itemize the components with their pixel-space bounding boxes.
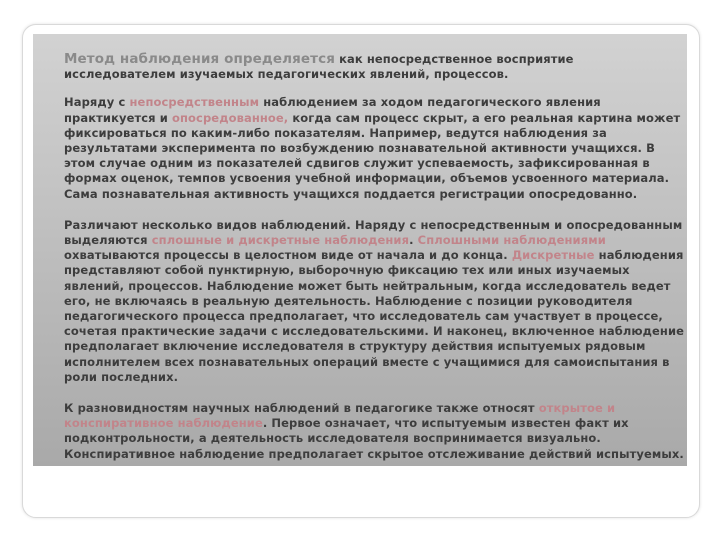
text-fragment: когда сам процесс скрыт, а его реальная картина может фиксироваться по каким-либо показателям. Например, ведутся наблюдения за результатами эксперимента по возбуждению познавательной активности учащихся. В этом случае одним из показателей сдвигов служит успеваемость, зафиксированная в формах оценок, темпов усвоения учебной информации, объемов усвоенного материала. Сама познавательная активность учащихся поддается регистрации опосредованно. [64, 110, 681, 201]
highlight-term: Сплошными наблюдениями [417, 233, 606, 248]
paragraph-direct-indirect [64, 95, 688, 201]
paragraph-definition [64, 52, 688, 82]
text-fragment: наблюдением за ходом педагогического явления практикуется и [64, 95, 601, 125]
paragraph-open-covert [64, 401, 688, 462]
paragraph-observation-types [64, 218, 688, 385]
text-fragment: Наряду с [64, 95, 130, 110]
text-fragment: Различают несколько видов наблюдений. Наряду с непосредственным и опосредованным выделяются [64, 217, 683, 248]
highlight-term: открытое и конспиративное наблюдение [64, 401, 616, 431]
definition-title: Метод наблюдения определяется [64, 51, 335, 67]
highlight-term: сплошные и дискретные наблюдения [151, 233, 410, 248]
highlight-term: опосредованное, [172, 110, 289, 125]
slide-text [64, 52, 688, 462]
definition-text: как непосредственное восприятие исследователем изучаемых педагогических явлений, процессов. [64, 52, 574, 82]
text-fragment: охватываются процессы в целостном виде от начала и до конца. [64, 248, 512, 263]
text-fragment: К разновидностям научных наблюдений в педагогике также относят [64, 401, 539, 416]
text-fragment: . Первое означает, что испытуемым известен факт их подконтрольности, а деятельность исследователя воспринимается визуально. Конспиративное наблюдение предполагает скрытое отслеживание действий испытуемых. [64, 416, 684, 461]
text-fragment: . [409, 233, 418, 248]
highlight-term: Дискретные [511, 248, 595, 263]
highlight-term: непосредственным [129, 95, 260, 110]
text-fragment: наблюдения представляют собой пунктирную, выборочную фиксацию тех или иных изучаемых явлений, процессов. Наблюдение может быть нейтральным, когда исследователь ведет его, не включаясь в реальную деятельность. Наблюдение с позиции руководителя педагогического процесса предполагает, что исследователь сам участвует в процессе, сочетая практические задачи с исследовательскими. И наконец, включенное наблюдение предполагает включение исследователя в структуру действия испытуемых рядовым исполнителем всех познавательных операций вместе с учащимися для самоиспытания в роли последних. [64, 248, 685, 384]
